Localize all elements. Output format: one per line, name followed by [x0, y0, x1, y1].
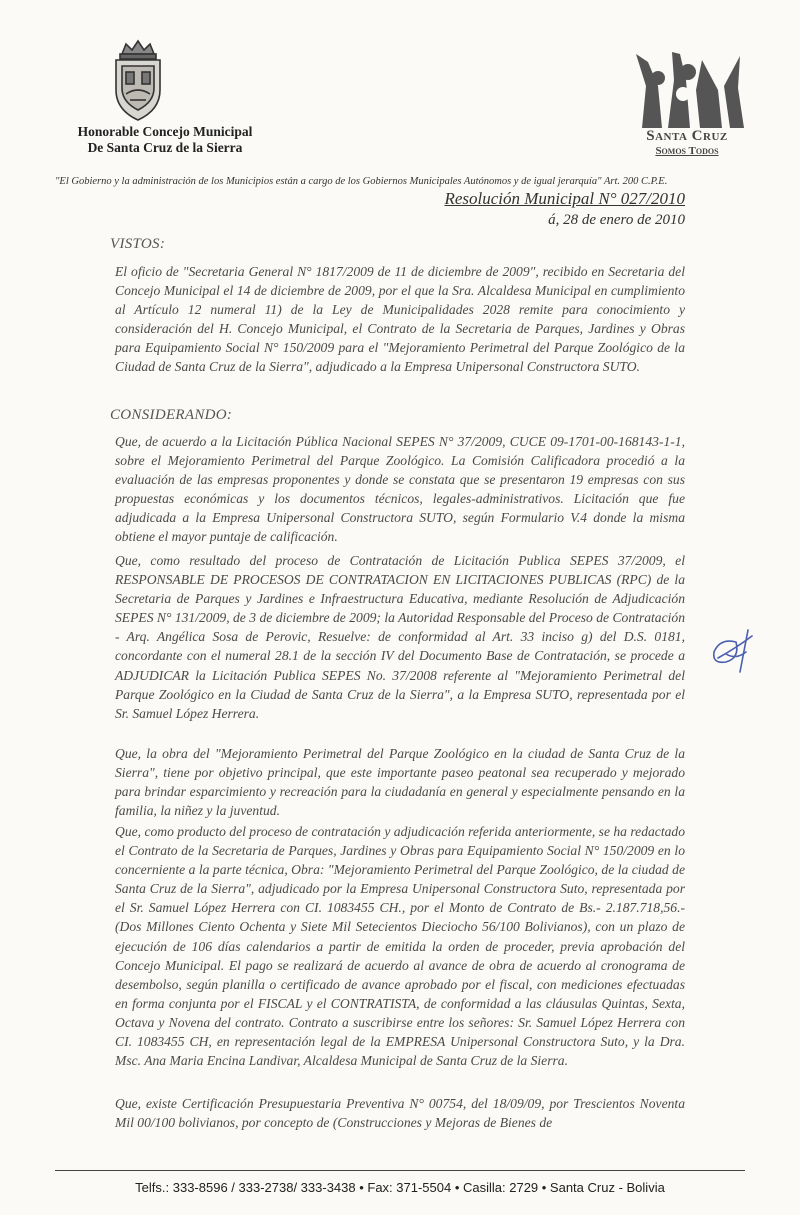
resolution-title: Resolución Municipal N° 027/2010 — [444, 189, 685, 208]
org-name-line2: De Santa Cruz de la Sierra — [87, 140, 243, 155]
footer-contact: Telfs.: 333-8596 / 333-2738/ 333-3438 • Fax: 371-5504 • Casilla: 2729 • Santa Cruz - Bolivia — [135, 1180, 665, 1195]
heading-considerando: CONSIDERANDO: — [110, 407, 233, 423]
paragraph-considerando-1: Que, de acuerdo a la Licitación Pública Nacional SEPES N° 37/2009, CUCE 09-1701-00-168143-1-1, sobre el Mejoramiento Perimetral del Parque Zoológico. La Comisión Calificadora procedió a la evaluación de las empresas proponentes y donde se constata que se presentaron 19 empresas con sus propuestas económicas y los documentos técnicos, legales-administrativos. Licitación que fue adjudicada a la Empresa Unipersonal Constructora SUTO, según Formulario V.4 donde la misma obtiene el mayor puntaje de calificación. — [115, 434, 685, 545]
paragraph-considerando-3: Que, la obra del "Mejoramiento Perimetral del Parque Zoológico en la ciudad de Santa Cruz de la Sierra", tiene por objetivo principal, que este importante paseo peatonal sea recuperado y mejorado para brindar esparcimiento y recreación para la ciudadanía en general y especialmente pensando en la familia, la niñez y la juventud. — [115, 746, 685, 819]
resolution-date: á, 28 de enero de 2010 — [548, 212, 685, 228]
logo-text-somos-todos: Somos Todos — [655, 145, 719, 157]
paragraph-considerando-2: Que, como resultado del proceso de Contratación de Licitación Publica SEPES 37/2009, el RESPONSABLE DE PROCESOS DE CONTRATACION EN LICITACIONES PUBLICAS (RPC) de la Secretaria de Parques y Jardines e Infraestructura Educativa, mediante Resolución de Adjudicación SEPES N° 131/2009, de 3 de diciembre de 2009; la Autoridad Responsable del Proceso de Contratación - Arq. Angélica Sosa de Perovic, Resuelve: de conformidad al Art. 33 inciso g) del D.S. 0181, concordante con el numeral 28.1 de la sección IV del Documento Base de Contratación, se procede a ADJUDICAR la Licitación Publica SEPES No. 37/2008 referente al "Mejoramiento Perimetral del Parque Zoológico en la Ciudad de Santa Cruz de la Sierra", a la Empresa SUTO, representada por el Sr. Samuel López Herrera. — [115, 553, 685, 721]
santa-cruz-logo-icon — [628, 50, 748, 132]
constitution-motto: "El Gobierno y la administración de los Municipios están a cargo de los Gobiernos Municipales Autónomos y de igual jerarquía" Art. 200 C.P.E. — [55, 176, 668, 187]
org-name-line1: Honorable Concejo Municipal — [77, 124, 253, 139]
footer-divider — [55, 1170, 745, 1171]
handwritten-initial-icon — [706, 628, 766, 674]
heading-vistos: VISTOS: — [110, 236, 166, 252]
paragraph-vistos: El oficio de "Secretaria General N° 1817/2009 de 11 de diciembre de 2009", recibido en Secretaria del Concejo Municipal el 14 de diciembre de 2009, por el que la Sra. Alcaldesa Municipal en cumplimiento al Artículo 12 numeral 11) de la Ley de Municipalidades 2028 remite para conocimiento y consideración del H. Concejo Municipal, el Contrato de la Secretaria de Parques, Jardines y Obras para Equipamiento Social N° 150/2009 para el "Mejoramiento Perimetral del Parque Zoológico de la Ciudad de Santa Cruz de la Sierra", adjudicado a la Empresa Unipersonal Constructora SUTO. — [115, 264, 685, 375]
coat-of-arms-icon — [108, 38, 168, 124]
logo-text-santa-cruz: Santa Cruz — [646, 128, 728, 144]
paragraph-considerando-5: Que, existe Certificación Presupuestaria Preventiva N° 00754, del 18/09/09, por Trescientos Noventa Mil 00/100 bolivianos, por concepto de (Construcciones y Mejoras de Bienes de — [115, 1096, 685, 1131]
paragraph-considerando-4: Que, como producto del proceso de contratación y adjudicación referida anteriormente, se ha redactado el Contrato de la Secretaria de Parques, Jardines y Obras para Equipamiento Social N° 150/2009 en lo concerniente a la parte técnica, Obra: "Mejoramiento Perimetral del Parque Zoológico, de la ciudad de Santa Cruz de la Sierra", adjudicado por la Empresa Unipersonal Constructora Suto, representada por el Sr. Samuel López Herrera con CI. 1083455 CH., por el Monto de Contrato de Bs.- 2.187.718,56.- (Dos Millones Ciento Ochenta y Siete Mil Setecientos Dieciocho 56/100 Bolivianos), con un plazo de ejecución de 106 días calendarios a partir de emitida la orden de proceder, previa aprobación del Concejo Municipal. El pago se realizará de acuerdo al avance de obra de acuerdo al cronograma de desembolso, según planilla o certificado de avance aprobado por el fiscal, con mediciones efectuadas en forma conjunta por el FISCAL y el CONTRATISTA, de conformidad a las cláusulas Quintas, Sexta, Octava y Novena del contrato. Contrato a suscribirse entre los señores: Sr. Samuel López Herrera con CI. 1083455 CH, en representación legal de la EMPRESA Unipersonal Constructora Suto, y la Dra. Msc. Ana Maria Encina Landivar, Alcaldesa Municipal de Santa Cruz de la Sierra. — [115, 824, 685, 1069]
